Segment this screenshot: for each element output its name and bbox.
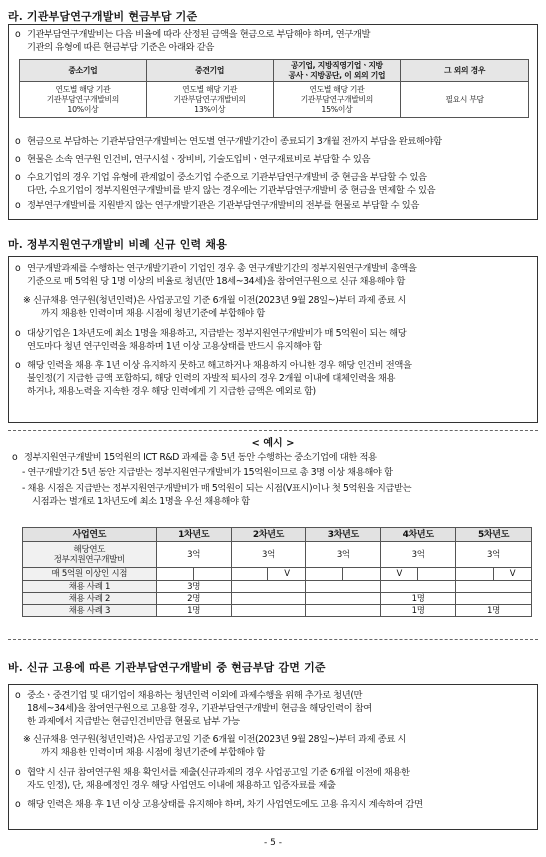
bullet-mark: o	[15, 29, 21, 40]
cell-public: 연도별 해당 기관 기관부담연구개발비의 15%이상	[273, 82, 401, 118]
ba-b2-line-2: 자도 인정), 단, 채용예정인 경우 해당 사업연도 이내에 채용하고 입증자료를 제출	[27, 780, 336, 791]
case-1-year-2	[231, 581, 306, 593]
case-1-label: 채용 사례 1	[23, 581, 157, 593]
la-bullet-3-line-1: 수요기업의 경우 기업 유형에 관계없이 중소기업 수준으로 기관부담연구개발비 중 현금을 부담할 수 있음	[27, 172, 427, 183]
bullet-mark: o	[15, 263, 21, 274]
ba-note-line-2: 까지 채용한 인력이며 채용 시점에 청년기준에 부합해야 함	[41, 747, 265, 758]
ma-note-line-2: 까지 채용한 인력이며 채용 시점에 청년기준에 부합해야 함	[41, 308, 265, 319]
la-bullet-1: 현금으로 부담하는 기관부담연구개발비는 연도별 연구개발기간이 종료되기 3개월 전까지 부담을 완료해야함	[27, 136, 442, 147]
case-1-year-3	[306, 581, 381, 593]
ma-b3-line-1: 해당 인력을 채용 후 1년 이상 유지하지 못하고 해고하거나 채용하지 아니한 경우 해당 인건비 전액을	[27, 360, 412, 371]
example-d2-line-1: - 채용 시점은 지급받는 정부지원연구개발비가 매 5억원이 되는 시점(V표시)이나 첫 5억원을 지급받는	[22, 483, 412, 494]
col-year-5: 5차년도	[456, 528, 532, 542]
col-public: 공기업, 지방직영기업ㆍ지방 공사ㆍ지방공단, 이 외의 기업	[273, 60, 401, 82]
ba-b2-line-1: 협약 시 신규 참여연구원 채용 확인서를 제출(신규과제의 경우 사업공고일 기준 6개월 이전에 채용한	[27, 767, 410, 778]
case-2-year-2	[231, 593, 306, 605]
row-funding-label: 해당연도 정부지원연구개발비	[23, 542, 157, 568]
col-year-1: 1차년도	[156, 528, 231, 542]
bullet-mark: o	[15, 799, 21, 810]
bullet-mark: o	[15, 690, 21, 701]
col-midsize: 중견기업	[146, 60, 273, 82]
mark-cell	[231, 568, 268, 581]
example-b1: 정부지원연구개발비 15억원의 ICT R&D 과제를 총 5년 동안 수행하는 중소기업에 대한 적용	[24, 452, 377, 463]
section-ba-box	[8, 684, 538, 830]
section-ma-box	[8, 256, 538, 423]
bullet-mark: o	[15, 360, 21, 371]
col-other: 그 외의 경우	[401, 60, 529, 82]
ma-b3-line-2: 불인정(기 지급한 금액 포함하되, 해당 인력의 자발적 퇴사의 경우 2개월 이내에 대체인력을 채용	[27, 373, 396, 384]
ba-b1-line-1: 중소ㆍ중견기업 및 대기업이 채용하는 청년인력 이외에 과제수행을 위해 추가로 청년(만	[27, 690, 363, 701]
ba-b1-line-2: 18세~34세)을 참여연구원으로 고용할 경우, 기관부담연구개발비 현금을 해당인력이 참여	[27, 703, 372, 714]
case-3-year-2	[231, 605, 306, 617]
bullet-mark: o	[15, 767, 21, 778]
section-la-title: 라. 기관부담연구개발비 현금부담 기준	[8, 10, 198, 23]
mark-cell: V	[381, 568, 418, 581]
ma-b2-line-1: 대상기업은 1차년도에 최소 1명을 채용하고, 지급받는 정부지원연구개발비가 매 5억원이 되는 해당	[27, 328, 407, 339]
case-1-year-5	[456, 581, 532, 593]
bullet-mark: o	[15, 136, 21, 147]
case-3-year-4: 1명	[381, 605, 456, 617]
section-la-box	[8, 24, 538, 220]
case-3-year-1: 1명	[156, 605, 231, 617]
intro-line-2: 기관의 유형에 따른 현금부담 기준은 아래와 같음	[27, 42, 214, 53]
example-top-divider	[8, 430, 538, 431]
la-bullet-4: 정부연구개발비를 지원받지 않는 연구개발기관은 기관부담연구개발비의 전부를 현물로 부담할 수 있음	[27, 200, 419, 211]
ma-b3-line-3: 하거나, 채용노력을 지속한 경우 해당 인력에게 기 지급한 금액은 예외로 함)	[27, 386, 316, 397]
cell-sme: 연도별 해당 기관 기관부담연구개발비의 10%이상	[20, 82, 147, 118]
case-3-year-3	[306, 605, 381, 617]
example-d2-line-2: 시점과는 별개로 1차년도에 최소 1명을 우선 채용해야 함	[32, 496, 250, 507]
row-mark-label: 매 5억원 이상인 시점	[23, 568, 157, 581]
ba-b3: 해당 인력은 채용 후 1년 이상 고용상태를 유지해야 하며, 차기 사업연도에도 고용 유지시 계속하여 감면	[27, 799, 423, 810]
section-ba-title: 바. 신규 고용에 따른 기관부담연구개발비 중 현금부담 감면 기준	[8, 661, 326, 674]
bullet-mark: o	[15, 200, 21, 211]
cell-midsize: 연도별 해당 기관 기관부담연구개발비의 13%이상	[146, 82, 273, 118]
ma-b2-line-2: 연도마다 청년 연구인력을 채용하며 1년 이상 고용상태를 반드시 유지해야 함	[27, 341, 322, 352]
bullet-mark: o	[15, 154, 21, 165]
case-2-label: 채용 사례 2	[23, 593, 157, 605]
col-year: 사업연도	[23, 528, 157, 542]
mark-cell	[156, 568, 193, 581]
ba-b1-line-3: 한 과제에서 지급받는 현금인건비만큼 현물로 납부 가능	[27, 716, 240, 727]
bullet-mark: o	[15, 172, 21, 183]
case-1-year-1: 3명	[156, 581, 231, 593]
page-number: - 5 -	[264, 838, 282, 848]
la-bullet-3-line-2: 다만, 수요기업이 정부지원연구개발비를 받지 않는 경우에는 기관부담연구개발비 중 현금을 면제할 수 있음	[27, 185, 436, 196]
cash-burden-table	[19, 59, 529, 118]
ma-note-line-1: ※ 신규채용 연구원(청년인력)은 사업공고일 기준 6개월 이전(2023년 9월 28일~)부터 과제 종료 시	[23, 295, 407, 306]
bullet-mark: o	[15, 328, 21, 339]
ma-b1-line-2: 기준으로 매 5억원 당 1명 이상의 비율로 청년(만 18세~34세)을 참여연구원으로 신규 채용해야 함	[27, 276, 405, 287]
funding-year-2: 3억	[231, 542, 306, 568]
funding-year-3: 3억	[306, 542, 381, 568]
example-d1: - 연구개발기간 5년 동안 지급받는 정부지원연구개발비가 15억원이므로 총 3명 이상 채용해야 함	[22, 467, 393, 478]
funding-year-5: 3억	[456, 542, 532, 568]
case-2-year-5	[456, 593, 532, 605]
case-2-year-3	[306, 593, 381, 605]
cell-other: 필요시 부담	[401, 82, 529, 118]
mark-cell	[343, 568, 381, 581]
hiring-example-table	[22, 527, 532, 617]
col-year-3: 3차년도	[306, 528, 381, 542]
case-2-year-1: 2명	[156, 593, 231, 605]
ba-note-line-1: ※ 신규채용 연구원(청년인력)은 사업공고일 기준 6개월 이전(2023년 9월 28일~)부터 과제 종료 시	[23, 734, 407, 745]
example-bottom-divider	[8, 639, 538, 640]
bullet-mark: o	[12, 452, 18, 463]
col-sme: 중소기업	[20, 60, 147, 82]
mark-cell	[456, 568, 494, 581]
section-ma-title: 마. 정부지원연구개발비 비례 신규 인력 채용	[8, 238, 228, 251]
mark-cell	[306, 568, 343, 581]
case-2-year-4: 1명	[381, 593, 456, 605]
mark-cell	[418, 568, 456, 581]
funding-year-4: 3억	[381, 542, 456, 568]
mark-cell: V	[268, 568, 306, 581]
case-3-year-5: 1명	[456, 605, 532, 617]
case-3-label: 채용 사례 3	[23, 605, 157, 617]
ma-b1-line-1: 연구개발과제를 수행하는 연구개발기관이 기업인 경우 총 연구개발기간의 정부지원연구개발비 총액을	[27, 263, 417, 274]
col-year-2: 2차년도	[231, 528, 306, 542]
example-title: < 예시 >	[251, 438, 295, 449]
case-1-year-4	[381, 581, 456, 593]
la-bullet-2: 현물은 소속 연구원 인건비, 연구시설ㆍ장비비, 기술도입비ㆍ연구재료비로 부담할 수 있음	[27, 154, 371, 165]
mark-cell: V	[493, 568, 531, 581]
col-year-4: 4차년도	[381, 528, 456, 542]
funding-year-1: 3억	[156, 542, 231, 568]
mark-cell	[193, 568, 231, 581]
intro-line-1: 기관부담연구개발비는 다음 비율에 따라 산정된 금액을 현금으로 부담해야 하며, 연구개발	[27, 29, 371, 40]
